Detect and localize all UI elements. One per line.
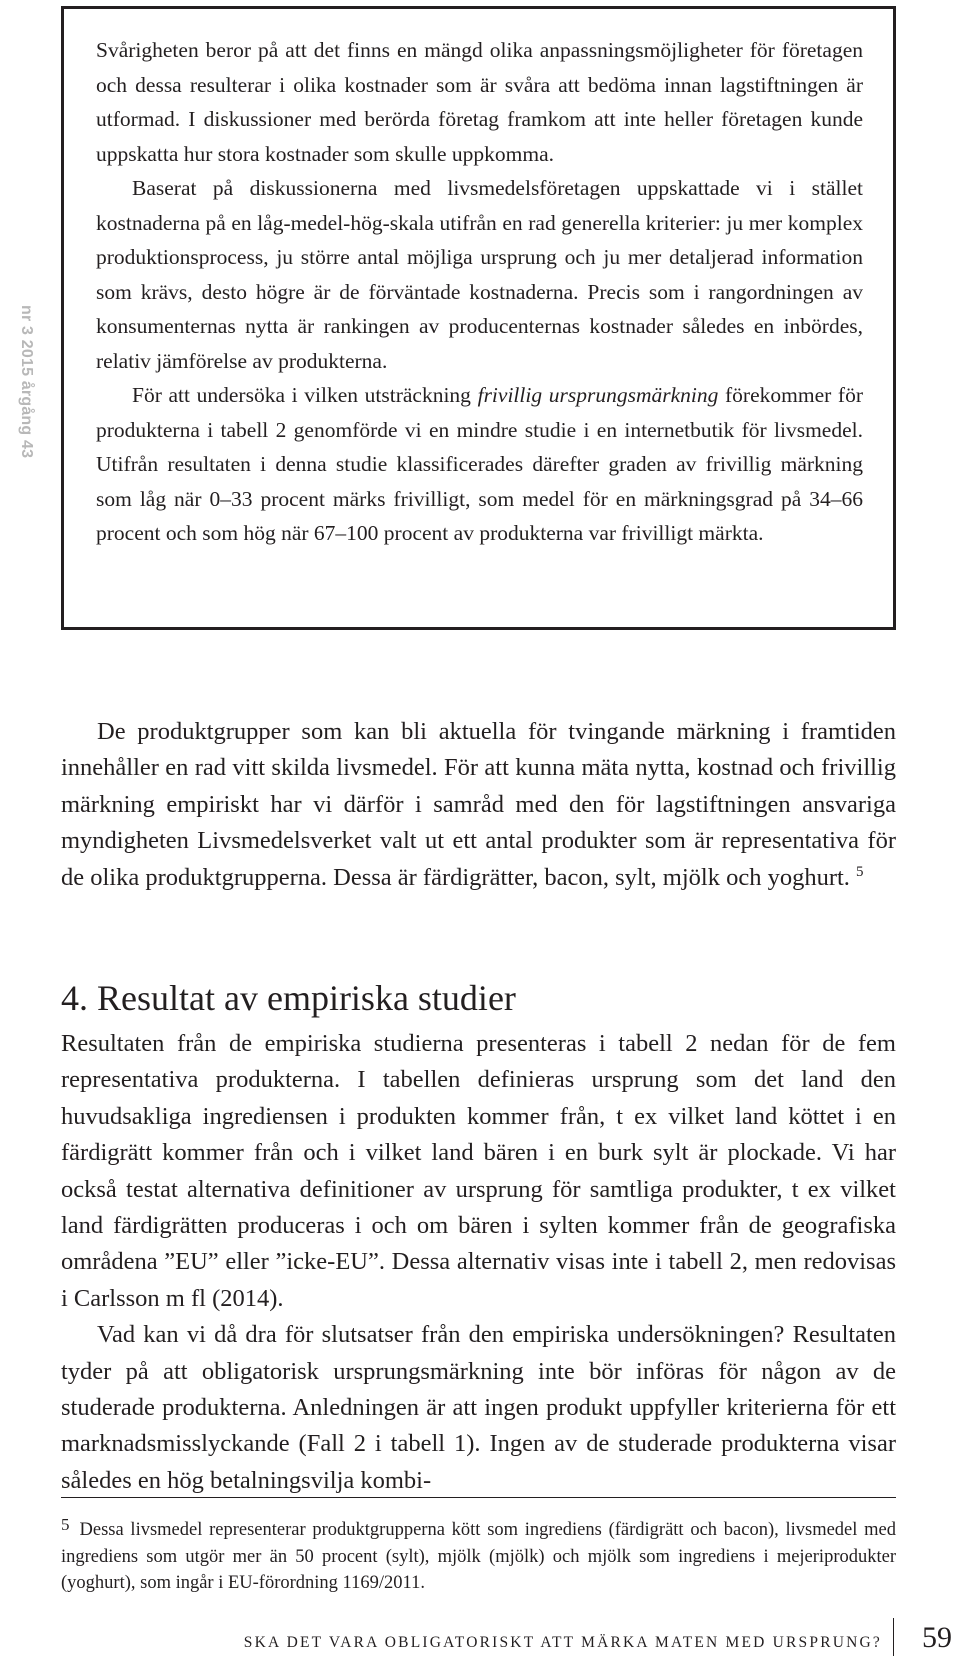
footnote <box>61 1512 896 1597</box>
footnote-number: 5 <box>61 1515 70 1534</box>
body-paragraph-products <box>61 714 896 896</box>
footnote-text: Dessa livsmedel representerar produktgrupperna kött som ingrediens (färdigrätt och bacon), livsmedel med ingrediens som utgör mer än 50 procent (sylt), mjölk (mjölk) och mjölk som ingrediens i mejeriprodukter (yoghurt), som ingår i EU-förordning 1169/2011. <box>61 1520 896 1593</box>
box-paragraph-2: Baserat på diskussionerna med livsmedelsföretagen uppskattade vi i stället kostnaderna på en låg-medel-hög-skala utifrån en rad generella kriterier: ju mer komplex produktionsprocess, ju större antal möjliga ursprung och ju mer detaljerad information som krävs, desto högre är de förväntade kostnaderna. Precis som i rangordningen av konsumenternas nytta är rankingen av producenternas kostnader således en inbördes, relativ jämförelse av produkterna. <box>96 176 863 373</box>
body-paragraph-products-text: De produktgrupper som kan bli aktuella för tvingande märkning i framtiden innehåller en rad vitt skilda livsmedel. För att kunna mäta nytta, kostnad och frivillig märkning empiriskt har vi därför i samråd med den för lagstiftningen ansvariga myndigheten Livsmedelsverket valt ut ett antal produkter som är representativa för de olika produktgrupperna. Dessa är färdigrätter, bacon, sylt, mjölk och yoghurt. <box>61 718 896 891</box>
journal-issue-label: nr 3 2015 årgång 43 <box>18 305 35 459</box>
body-paragraph-results: Resultaten från de empiriska studierna presenteras i tabell 2 nedan för de fem representativa produkterna. I tabellen definieras ursprung som det land den huvudsakliga ingrediensen i produkten kommer från, t ex vilket land köttet i en färdigrätt kommer från och i vilket land bären i en burk sylt är plockade. Vi har också testat alternativa definitioner av ursprung för samtliga produkter, t ex vilket land färdigrätten produceras i och om bären i sylten kommer från de geografiska områdena ”EU” eller ”icke-EU”. Dessa alternativ visas inte i tabell 2, men redovisas i Carlsson m fl (2014). <box>61 1030 896 1312</box>
body-section-results <box>61 1026 896 1499</box>
body-section-intro <box>61 714 896 896</box>
page-number-divider <box>893 1618 894 1656</box>
body-paragraph-conclusions: Vad kan vi då dra för slutsatser från den empiriska undersökningen? Resultaten tyder på att obligatorisk ursprungsmärkning inte bör införas för någon av de studerade produkterna. Anledningen är att ingen produkt uppfyller kriterierna för ett marknadsmisslyckande (Fall 2 i tabell 1). Ingen av de studerade produkterna visar således en hög betalningsvilja kombi- <box>61 1321 896 1494</box>
running-title: SKA DET VARA OBLIGATORISKT ATT MÄRKA MATEN MED URSPRUNG? <box>243 1634 882 1651</box>
text-box <box>61 6 896 630</box>
box-paragraph-3-start: För att undersöka i vilken utsträckning <box>132 383 478 407</box>
box-paragraph-1: Svårigheten beror på att det finns en mängd olika anpassningsmöjligheter för företagen och dessa resulterar i olika kostnader som är svåra att bedöma innan lagstiftningen är utformad. I diskussioner med berörda företag framkom att inte heller företagen kunde uppskatta hur stora kostnader som skulle uppkomma. <box>96 38 863 166</box>
emphasized-term: frivillig ursprungsmärkning <box>477 383 719 407</box>
footnote-reference[interactable]: 5 <box>856 863 864 880</box>
section-heading: 4. Resultat av empiriska studier <box>61 978 516 1018</box>
footnote-divider <box>61 1497 896 1498</box>
page-number: 59 <box>922 1621 952 1654</box>
box-paragraph-3-end: förekommer för produkterna i tabell 2 genomförde vi en mindre studie i en internetbutik för livsmedel. Utifrån resultaten i denna studie klassificerades därefter graden av frivillig märkning som låg när 0–33 procent märks frivilligt, som medel för en märkningsgrad på 34–66 procent och som hög när 67–100 procent av produkterna var frivilligt märkta. <box>96 383 863 545</box>
box-paragraph-3 <box>96 378 863 551</box>
